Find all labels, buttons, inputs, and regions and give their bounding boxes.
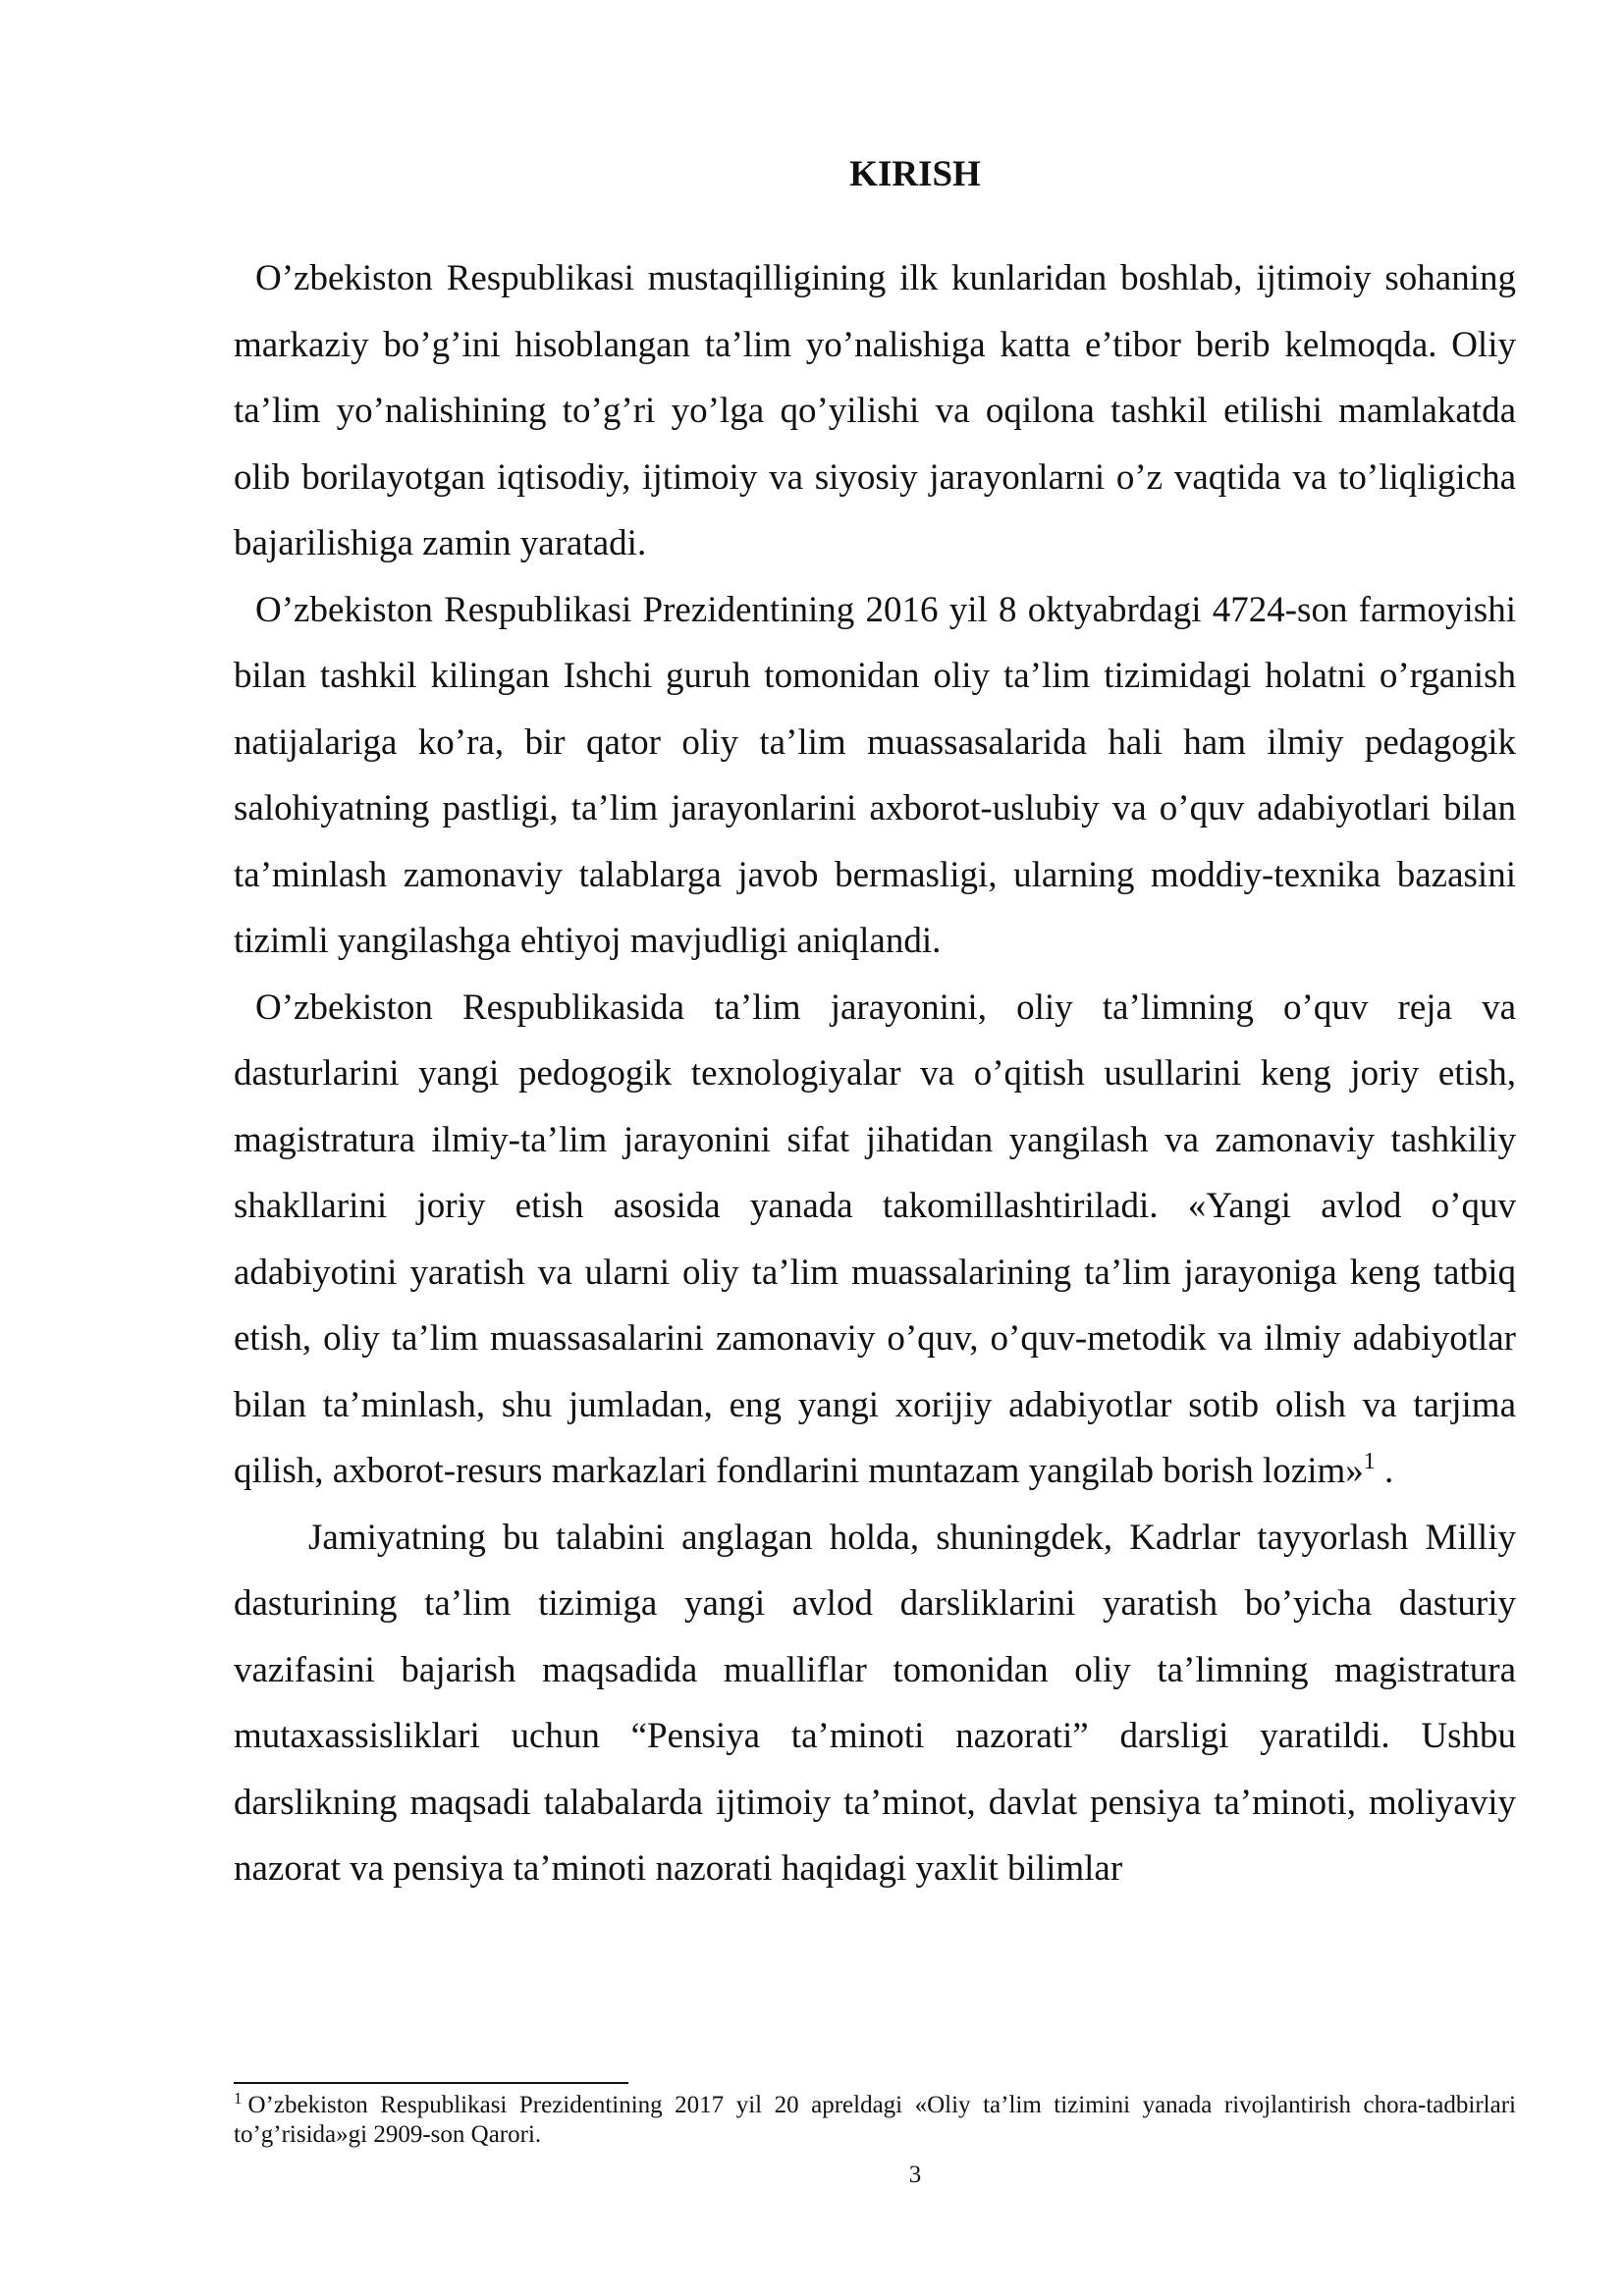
paragraph-1-text: O’zbekiston Respublikasi mustaqilligining ilk kunlaridan boshlab, ijtimoiy sohaning markaziy bo’g’ini hisoblangan ta’lim yo’nalishiga katta e’tibor berib kelmoqda. Oliy ta’lim yo’nalishining to’g’ri yo’lga qo’yilishi va oqilona tashkil etilishi mamlakatda olib borilayotgan iqtisodiy, ijtimoiy va siyosiy jarayonlarni o’z vaqtida va to’liqligicha bajarilishiga zamin yaratadi. (234, 258, 1516, 563)
paragraph-2 (234, 577, 1516, 975)
paragraph-3 (234, 975, 1516, 1505)
paragraph-4 (234, 1505, 1516, 1902)
paragraph-3-tail: . (1375, 1451, 1394, 1491)
body-text (234, 245, 1516, 1902)
page-heading: KIRISH (849, 154, 981, 194)
footnote-number: 1 (234, 2089, 243, 2108)
footnote (234, 2091, 1516, 2150)
footnote-separator (234, 2082, 628, 2084)
paragraph-1 (234, 245, 1516, 577)
paragraph-4-text: Jamiyatning bu talabini anglagan holda, shuningdek, Kadrlar tayyorlash Milliy dasturining ta’lim tizimiga yangi avlod darsliklarini yaratish bo’yicha dasturiy vazifasini bajarish maqsadida mualliflar tomonidan oliy ta’limning magistratura mutaxassisliklari uchun “Pensiya ta’minoti nazorati” darsligi yaratildi. Ushbu darslikning maqsadi talabalarda ijtimoiy ta’minot, davlat pensiya ta’minoti, moliyaviy nazorat va pensiya ta’minoti nazorati haqidagi yaxlit bilimlar (234, 1517, 1516, 1889)
footnote-text: O’zbekiston Respublikasi Prezidentining 2017 yil 20 apreldagi «Oliy ta’lim tizimini yanada rivojlantirish chora-tadbirlari to’g’risida»gi 2909-son Qarori. (234, 2092, 1516, 2148)
paragraph-2-text: O’zbekiston Respublikasi Prezidentining 2016 yil 8 oktyabrdagi 4724-son farmoyishi bilan tashkil kilingan Ishchi guruh tomonidan oliy ta’lim tizimidagi holatni o’rganish natijalariga ko’ra, bir qator oliy ta’lim muassasalarida hali ham ilmiy pedagogik salohiyatning pastligi, ta’lim jarayonlarini axborot-uslubiy va o’quv adabiyotlari bilan ta’minlash zamonaviy talablarga javob bermasligi, ularning moddiy-texnika bazasini tizimli yangilashga ehtiyoj mavjudligi aniqlandi. (234, 589, 1516, 961)
paragraph-3-text: O’zbekiston Respublikasida ta’lim jarayonini, oliy ta’limning o’quv reja va dasturlarini yangi pedogogik texnologiyalar va o’qitish usullarini keng joriy etish, magistratura ilmiy-ta’lim jarayonini sifat jihatidan yangilash va zamonaviy tashkiliy shakllarini joriy etish asosida yanada takomillashtiriladi. «Yangi avlod o’quv adabiyotini yaratish va ularni oliy ta’lim muassalarining ta’lim jarayoniga keng tatbiq etish, oliy ta’lim muassasalarini zamonaviy o’quv, o’quv-metodik va ilmiy adabiyotlar bilan ta’minlash, shu jumladan, eng yangi xorijiy adabiyotlar sotib olish va tarjima qilish, axborot-resurs markazlari fondlarini muntazam yangilab borish lozim» (234, 987, 1516, 1491)
page-number: 3 (908, 2162, 922, 2188)
footnote-reference[interactable]: 1 (1363, 1449, 1376, 1474)
